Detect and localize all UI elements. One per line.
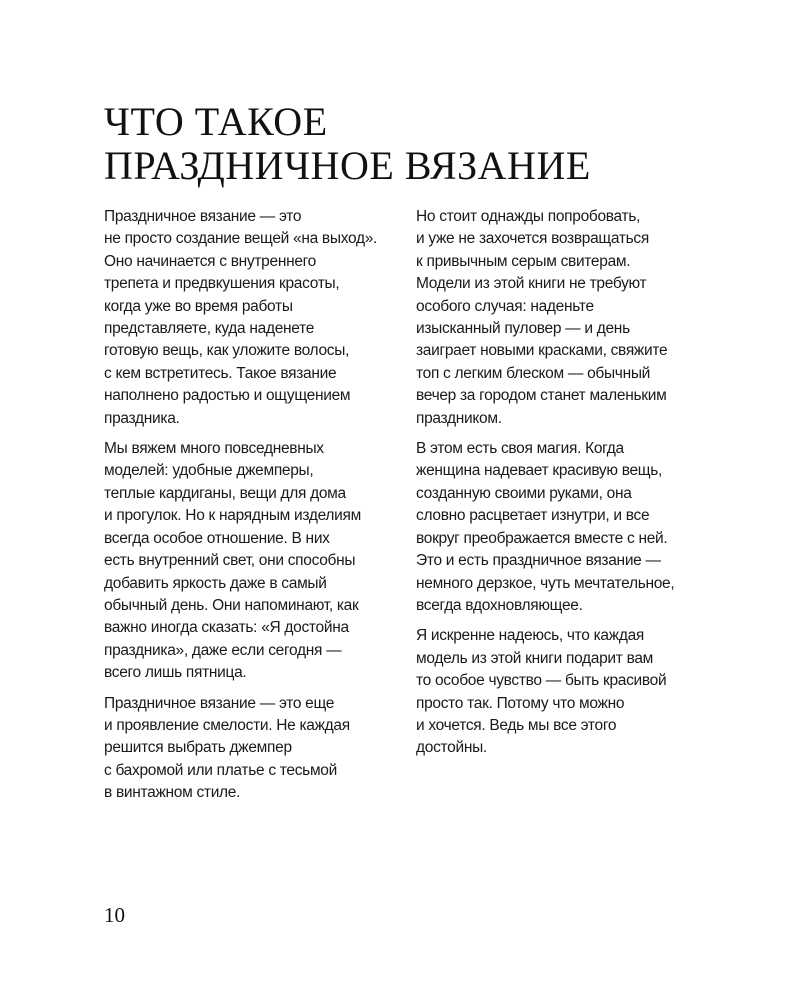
title-line: ПРАЗДНИЧНОЕ ВЯЗАНИЕ [104,143,591,188]
page-title [104,100,724,188]
text-line: Оно начинается с внутреннего [104,252,316,270]
text-line: праздника. [104,409,180,427]
paragraph [104,438,404,684]
text-line: теплые кардиганы, вещи для дома [104,484,346,502]
text-line: важно иногда сказать: «Я достойна [104,619,349,637]
paragraph [104,206,404,430]
left-text-column [104,206,404,813]
text-line: и уже не захочется возвращаться [416,230,649,248]
text-line: трепета и предвкушения красоты, [104,275,340,293]
paragraph [416,438,716,617]
text-line: изысканный пуловер — и день [416,320,630,338]
text-line: Это и есть праздничное вязание — [416,552,661,570]
text-line: и прогулок. Но к нарядным изделиям [104,507,361,525]
text-line: представляете, куда наденете [104,320,315,338]
paragraph [416,625,716,759]
text-line: праздником. [416,409,502,427]
text-line: и хочется. Ведь мы все этого [416,716,617,734]
text-line: вечер за городом станет маленьким [416,387,667,405]
text-line: всего лишь пятница. [104,664,247,682]
text-line: есть внутренний свет, они способны [104,552,356,570]
text-line: вокруг преображается вместе с ней. [416,529,668,547]
text-line: заиграет новыми красками, свяжите [416,342,668,360]
text-line: модель из этой книги подарит вам [416,649,654,667]
text-line: Модели из этой книги не требуют [416,275,647,293]
text-line: обычный день. Они напоминают, как [104,596,359,614]
text-line: Мы вяжем много повседневных [104,440,324,458]
text-line: Но стоит однажды попробовать, [416,208,641,225]
text-line: готовую вещь, как уложите волосы, [104,342,350,360]
text-line: Праздничное вязание — это еще [104,694,335,712]
text-line: добавить яркость даже в самый [104,574,327,592]
text-line: созданную своими руками, она [416,484,632,502]
text-line: топ с легким блеском — обычный [416,364,651,382]
text-line: к привычным серым свитерам. [416,252,631,270]
text-line: моделей: удобные джемперы, [104,462,314,480]
text-line: В этом есть своя магия. Когда [416,440,624,458]
text-line: в винтажном стиле. [104,784,241,802]
text-line: словно расцветает изнутри, и все [416,507,650,525]
text-line: с кем встретитесь. Такое вязание [104,364,337,382]
text-line: и проявление смелости. Не каждая [104,716,350,734]
paragraph [104,693,404,805]
page-number: 10 [104,903,125,927]
text-line: решится выбрать джемпер [104,739,292,757]
text-line: просто так. Потому что можно [416,694,625,712]
text-line: достойны. [416,739,487,757]
text-line: всегда особое отношение. В них [104,529,330,547]
text-line: немного дерзкое, чуть мечтательное, [416,574,675,592]
text-line: женщина надевает красивую вещь, [416,462,663,480]
text-line: всегда вдохновляющее. [416,596,583,614]
text-line: не просто создание вещей «на выход». [104,230,378,248]
right-text-column [416,206,716,768]
text-line: Праздничное вязание — это [104,208,302,225]
text-line: особого случая: наденьте [416,297,594,315]
text-line: когда уже во время работы [104,297,293,315]
paragraph [416,206,716,430]
title-line: ЧТО ТАКОЕ [104,99,328,144]
text-line: с бахромой или платье с тесьмой [104,761,337,779]
text-line: то особое чувство — быть красивой [416,672,667,690]
text-line: Я искренне надеюсь, что каждая [416,627,644,645]
text-line: наполнено радостью и ощущением [104,387,351,405]
text-line: праздника», даже если сегодня — [104,641,342,659]
